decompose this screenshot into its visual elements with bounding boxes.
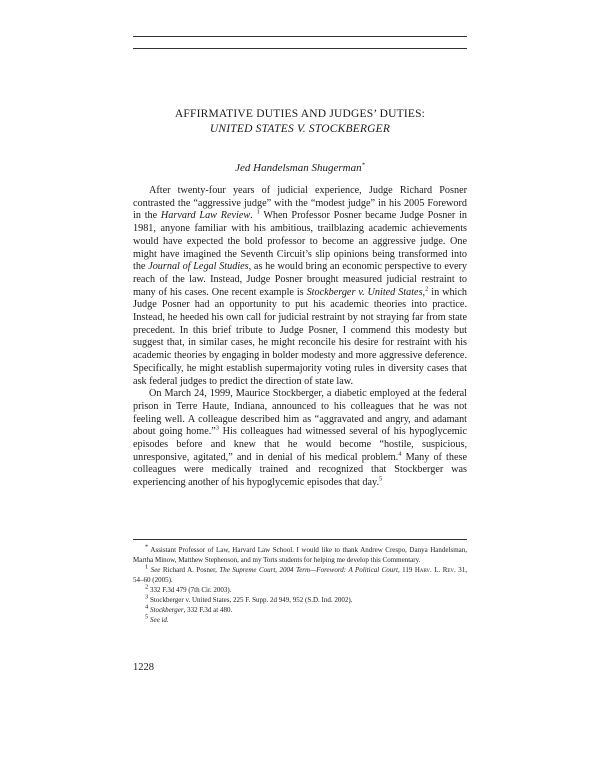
- footnote-star: [133, 545, 467, 565]
- article-body: [133, 185, 467, 490]
- footnote-ref: 3: [215, 424, 220, 432]
- footnote-mark: *: [145, 543, 149, 551]
- author-byline: [133, 162, 467, 174]
- footnote-text: Richard A. Posner,: [160, 566, 220, 574]
- footnote-text: , 119: [397, 566, 415, 574]
- footnote-rule: [133, 539, 467, 540]
- footnote-text: , 332 F.3d at 480.: [183, 606, 233, 614]
- footnote-2: [133, 585, 467, 595]
- footnote-1: [133, 565, 467, 585]
- footnote-mark: 2: [145, 583, 149, 591]
- article-title: [133, 107, 467, 137]
- italic-run: Journal of Legal Studies: [148, 261, 249, 273]
- text-run: On March 24, 1999, Maurice Stockberger, a diabetic employed at the federal prison in Terre Haute, Indiana, announced to his colleagues that he was not feeling well. A colleague described him as “aggravated and angry, and adamant about going home.”: [133, 388, 467, 438]
- footnote-text: 332 F.3d 479 (7th Cir. 2003).: [148, 586, 232, 594]
- italic-run: The Supreme Court, 2004 Term—Foreword: A Political Court: [219, 566, 398, 574]
- text-run: .: [250, 210, 257, 222]
- text-run: When Professor Posner became Judge Posner in 1981, anyone familiar with his ambitious, trailblazing academic achievements would have expected the bold professor to become an aggressive judge. One might have imagined the Seventh Circuit’s slip opinions being transformed into the: [133, 210, 468, 273]
- footnote-mark: 3: [145, 593, 149, 601]
- text-run: After twenty-four years of judicial experience, Judge Richard Posner contrasted the “aggressive judge” with the “modest judge” in his 2005 Foreword in the: [133, 185, 467, 222]
- text-run: in which Judge Posner had an opportunity to put his academic theories into practice. Instead, he heeded his own call for judicial restraint by not straying far from state precedent. In this brief tribute to Judge Posner, I commend this modesty but suggest that, in similar cases, he might reconcile his desire for restraint with his academic theories by engaging in bolder modesty and more aggressive deference. Specifically, he might establish supermajority voting rules in diversity cases that ask federal judges to predict the direction of state law.: [133, 286, 468, 387]
- title-line-1: AFFIRMATIVE DUTIES AND JUDGES’ DUTIES:: [174, 108, 426, 120]
- small-caps-run: Harv. L. Rev.: [414, 566, 456, 574]
- footnote-5: [133, 615, 467, 625]
- footnote-text: Assistant Professor of Law, Harvard Law School. I would like to thank Andrew Crespo, Danya Handelsman, Martha Minow, Matthew Stephenson, and my Torts students for helping me develop this Commentary.: [133, 546, 467, 564]
- title-line-2: UNITED STATES V. STOCKBERGER: [209, 123, 391, 135]
- footnote-ref: 5: [379, 475, 383, 483]
- footnote-mark: 5: [145, 613, 149, 621]
- author-name: Jed Handelsman Shugerman: [235, 162, 362, 174]
- paragraph-1: [133, 185, 467, 388]
- italic-run: See id.: [150, 616, 169, 624]
- footnotes: [133, 545, 467, 625]
- text-run: , as he would bring an economic perspective to every reach of the law. Instead, Judge Posner brought measured judicial restraint to many of his cases. One recent example is: [133, 261, 467, 298]
- paragraph-2: [133, 388, 467, 490]
- italic-run: Stockberger: [150, 606, 184, 614]
- header-rule-bottom: [133, 48, 467, 49]
- italic-run: Stockberger v. United States: [306, 286, 423, 298]
- italic-run: See: [150, 566, 161, 574]
- footnote-text: Stockberger v. United States, 225 F. Supp. 2d 949, 952 (S.D. Ind. 2002).: [148, 596, 353, 604]
- author-footnote-mark: *: [361, 161, 365, 169]
- footnote-mark: 4: [145, 603, 149, 611]
- footnote-mark: 1: [145, 563, 149, 571]
- text-run: His colleagues had witnessed several of his hypoglycemic episodes before and knew that he would become “hostile, suspicious, unresponsive, agitated,” and in denial of his medical problem.: [133, 426, 468, 463]
- footnote-4: [133, 605, 467, 615]
- italic-run: Harvard Law Review: [160, 210, 251, 222]
- text-run: Many of these colleagues were medically trained and recognized that Stockberger was experiencing another of his hypoglycemic episodes that day.: [133, 451, 467, 489]
- page-number: 1228: [133, 662, 154, 673]
- footnote-text: 31, 54–60 (2005).: [133, 566, 467, 584]
- footnote-ref: 1: [256, 209, 260, 217]
- footnote-ref: 4: [398, 450, 402, 458]
- text-run: ,: [422, 286, 426, 298]
- footnote-3: [133, 595, 467, 605]
- footnote-ref: 2: [425, 285, 429, 293]
- header-rule-top: [133, 36, 467, 37]
